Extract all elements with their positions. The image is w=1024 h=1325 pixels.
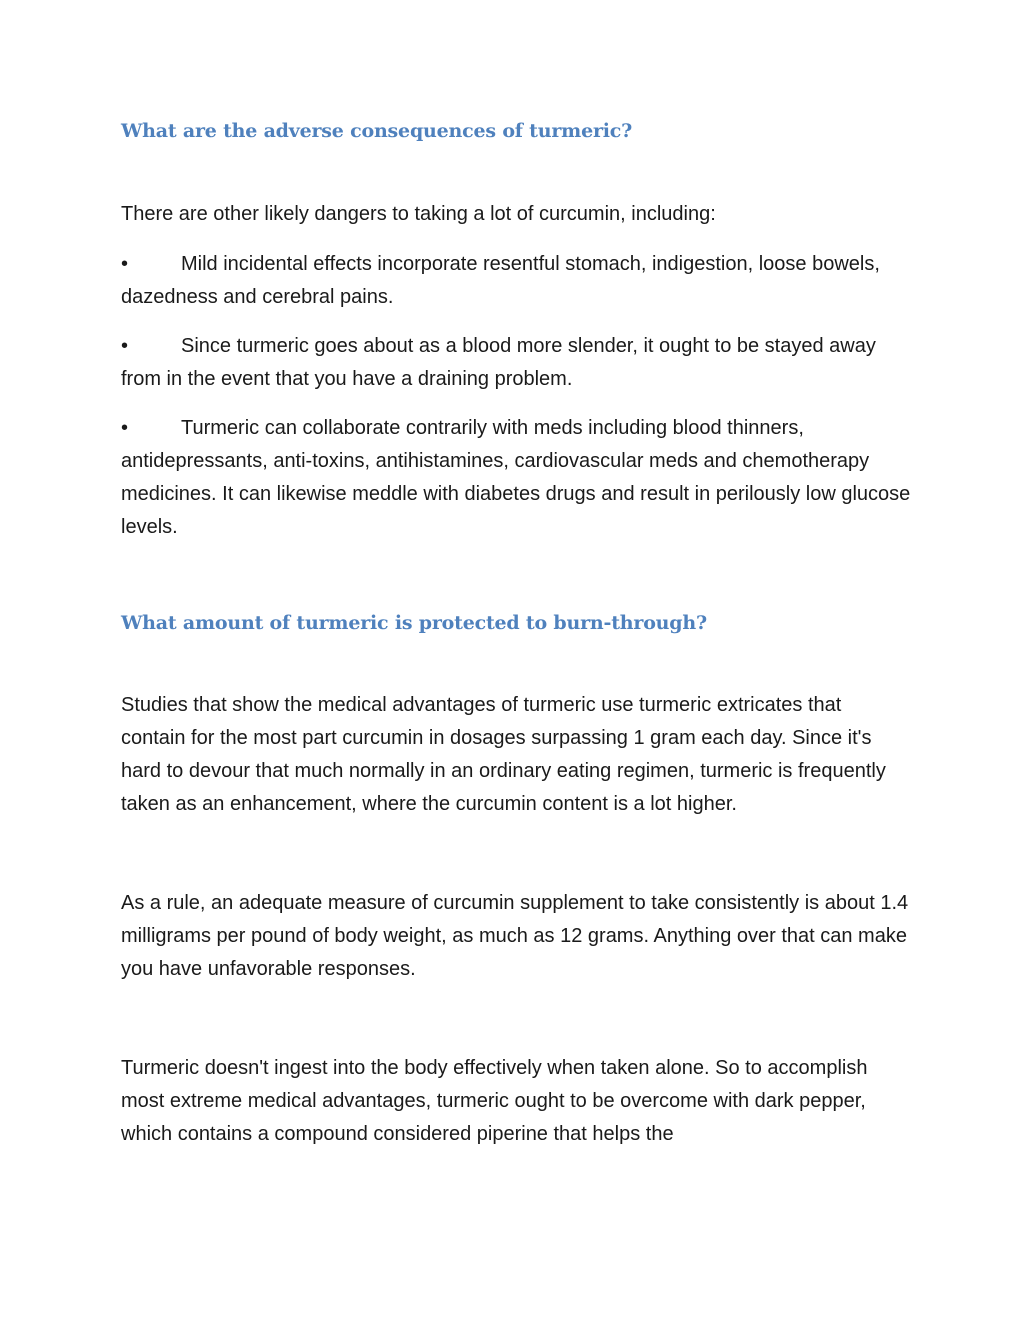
body-paragraph: As a rule, an adequate measure of curcumin supplement to take consistently is about 1.4 milligrams per pound of body weight, as much as 12 grams. Anything over that can make you have unfavorable responses.: [121, 892, 909, 980]
body-paragraph: Studies that show the medical advantages of turmeric use turmeric extricates that contain for the most part curcumin in dosages surpassing 1 gram each day. Since it's hard to devour that much normally in an ordinary eating regimen, turmeric is frequently taken as an enhancement, where the curcumin content is a lot higher.: [121, 694, 886, 815]
bullet-marker: •: [121, 417, 129, 439]
bullet-item: [121, 330, 911, 396]
intro-paragraph: There are other likely dangers to taking a lot of curcumin, including:: [121, 203, 716, 225]
bullet-marker: •: [121, 253, 129, 275]
bullet-item: [121, 412, 911, 544]
bullet-item: [121, 248, 911, 314]
section-heading-safe-amount: What amount of turmeric is protected to burn-through?: [121, 612, 707, 634]
bullet-marker: •: [121, 335, 129, 357]
section-heading-adverse-consequences: What are the adverse consequences of turmeric?: [121, 120, 633, 142]
bullet-text: Since turmeric goes about as a blood more slender, it ought to be stayed away from in the event that you have a draining problem.: [121, 335, 876, 390]
bullet-text: Mild incidental effects incorporate resentful stomach, indigestion, loose bowels, dazedness and cerebral pains.: [121, 253, 880, 308]
body-paragraph: Turmeric doesn't ingest into the body effectively when taken alone. So to accomplish most extreme medical advantages, turmeric ought to be overcome with dark pepper, which contains a compound considered piperine that helps the: [121, 1057, 868, 1145]
bullet-text: Turmeric can collaborate contrarily with meds including blood thinners, antidepressants, anti-toxins, antihistamines, cardiovascular meds and chemotherapy medicines. It can likewise meddle with diabetes drugs and result in perilously low glucose levels.: [121, 417, 911, 538]
